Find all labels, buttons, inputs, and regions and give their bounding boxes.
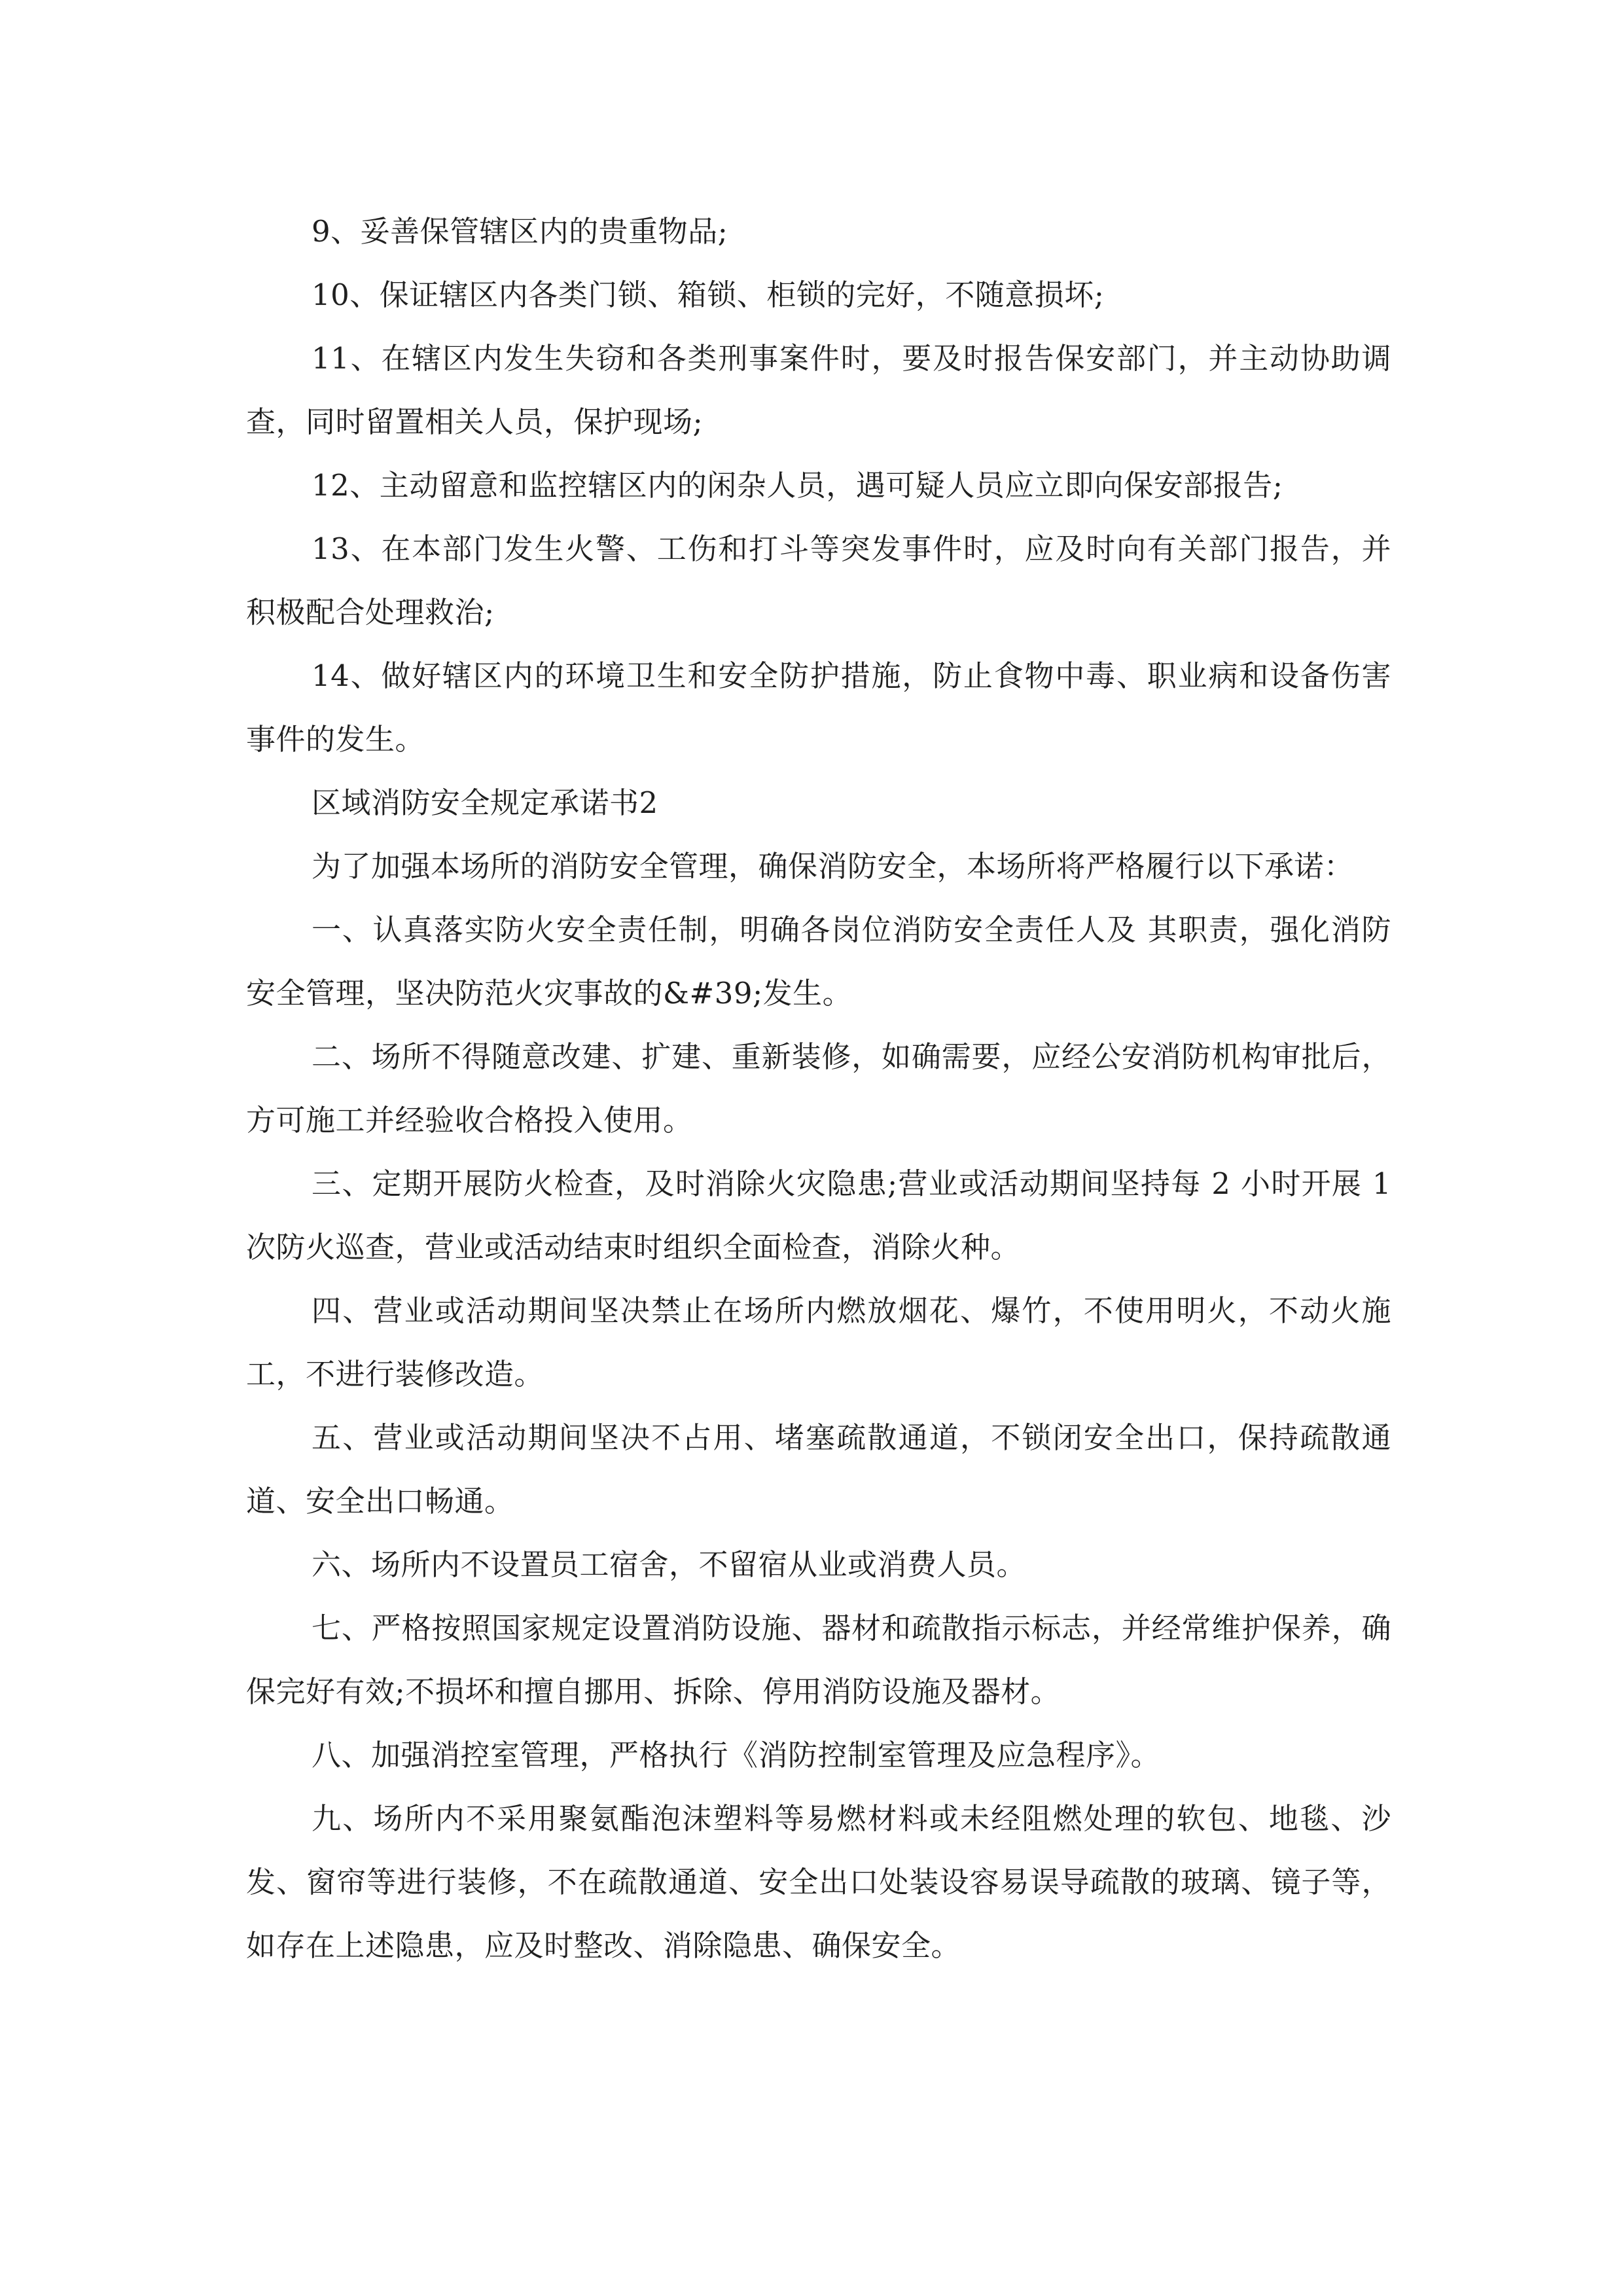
pledge-item-4: 四、营业或活动期间坚决禁止在场所内燃放烟花、爆竹，不使用明火，不动火施工，不进行装修改造。 [246, 1293, 1391, 1391]
paragraph-item-14: 14、做好辖区内的环境卫生和安全防护措施，防止食物中毒、职业病和设备伤害事件的发生。 [246, 658, 1391, 757]
pledge-item-6: 六、场所内不设置员工宿舍，不留宿从业或消费人员。 [312, 1547, 1027, 1582]
pledge-item-5: 五、营业或活动期间坚决不占用、堵塞疏散通道，不锁闭安全出口，保持疏散通道、安全出口畅通。 [246, 1420, 1391, 1518]
paragraph-item-12: 12、主动留意和监控辖区内的闲杂人员，遇可疑人员应立即向保安部报告; [312, 468, 1283, 503]
pledge-item-2: 二、场所不得随意改建、扩建、重新装修，如确需要，应经公安消防机构审批后，方可施工并经验收合格投入使用。 [246, 1039, 1391, 1138]
pledge-item-1: 一、认真落实防火安全责任制，明确各岗位消防安全责任人及 其职责，强化消防安全管理，坚决防范火灾事故的&#39;发生。 [246, 912, 1391, 1011]
intro-paragraph: 为了加强本场所的消防安全管理，确保消防安全，本场所将严格履行以下承诺： [312, 849, 1354, 884]
pledge-item-9: 九、场所内不采用聚氨酯泡沫塑料等易燃材料或未经阻燃处理的软包、地毯、沙发、窗帘等进行装修，不在疏散通道、安全出口处装设容易误导疏散的玻璃、镜子等，如存在上述隐患，应及时整改、消除隐患、确保安全。 [246, 1801, 1391, 1963]
paragraph-item-10: 10、保证辖区内各类门锁、箱锁、柜锁的完好，不随意损坏; [312, 278, 1105, 312]
pledge-item-7: 七、严格按照国家规定设置消防设施、器材和疏散指示标志，并经常维护保养，确保完好有效;不损坏和擅自挪用、拆除、停用消防设施及器材。 [246, 1611, 1391, 1709]
paragraph-item-11: 11、在辖区内发生失窃和各类刑事案件时，要及时报告保安部门，并主动协助调查，同时留置相关人员，保护现场; [246, 341, 1391, 439]
section-heading: 区域消防安全规定承诺书2 [312, 785, 658, 820]
paragraph-item-9: 9、妥善保管辖区内的贵重物品; [312, 214, 728, 249]
pledge-item-8: 八、加强消控室管理，严格执行《消防控制室管理及应急程序》。 [312, 1738, 1161, 1772]
pledge-item-3: 三、定期开展防火检查，及时消除火灾隐患;营业或活动期间坚持每 2 小时开展 1 次防火巡查，营业或活动结束时组织全面检查，消除火种。 [246, 1166, 1391, 1265]
document-body [246, 200, 1391, 1977]
paragraph-item-13: 13、在本部门发生火警、工伤和打斗等突发事件时，应及时向有关部门报告，并积极配合处理救治; [246, 531, 1391, 630]
